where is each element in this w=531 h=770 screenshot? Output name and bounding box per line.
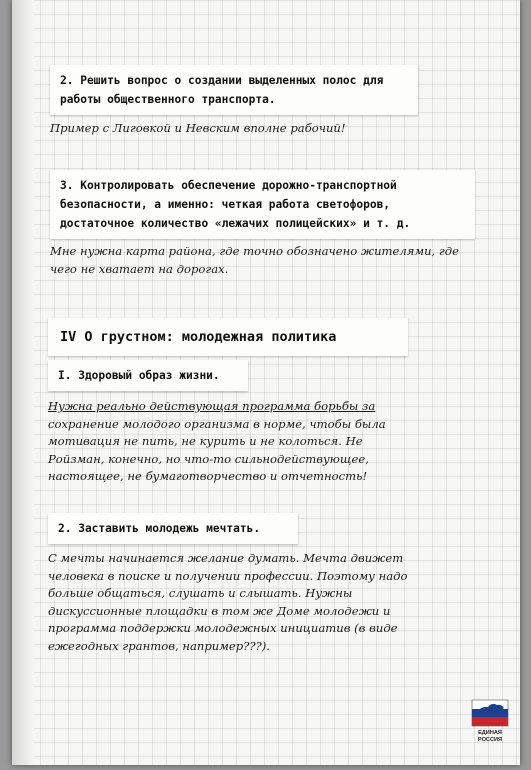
item-4-1-text: I. Здоровый образ жизни.	[58, 369, 220, 382]
item-4-1-block	[48, 360, 248, 391]
bear-flag-icon	[470, 690, 510, 730]
item-2-block	[50, 65, 418, 115]
notebook-page	[12, 0, 520, 765]
item-3-block	[50, 170, 475, 239]
united-russia-logo	[460, 690, 520, 760]
item-4-1-comment	[48, 398, 418, 486]
chapter-4-heading	[48, 318, 408, 356]
item-4-2-block	[48, 513, 298, 544]
item-4-2-text: 2. Заставить молодежь мечтать.	[58, 522, 261, 535]
item-2-comment: Пример с Лиговкой и Невским вполне рабочий!	[50, 121, 346, 135]
item-4-1-comment-rest: сохранение молодого организма в норме, чтобы была мотивация не пить, не курить и не колоться. Не Ройзман, конечно, но что-то сильнодействующее, настоящее, не бумаготворчество и отчетность!	[48, 416, 386, 484]
logo-text-line-1: ЕДИНАЯ	[478, 730, 502, 736]
item-4-1-comment-underlined: Нужна реально действующая программа борьбы за	[48, 399, 376, 413]
item-3-comment: Мне нужна карта района, где точно обозначено жителями, где чего не хватает на дорогах.	[50, 244, 459, 276]
item-4-2-comment: С мечты начинается желание думать. Мечта движет человека в поиске и получении профессии. Поэтому надо больше общаться, слушать и слышать. Нужны дискуссионные площадки в том же Доме молодежи и программа поддержки молодежных инициатив (в виде ежегодных грантов, например???).	[48, 551, 408, 653]
logo-text-line-2: РОССИЯ	[477, 737, 503, 743]
item-3-text: 3. Контролировать обеспечение дорожно-транспортной безопасности, а именно: четкая работа светофоров, достаточное количество «лежачих полицейских» и т. д.	[60, 179, 411, 230]
chapter-4-title: IV О грустном: молодежная политика	[60, 329, 337, 345]
page-spine	[12, 0, 34, 765]
item-2-text: 2. Решить вопрос о создании выделенных полос для работы общественного транспорта.	[60, 74, 384, 106]
